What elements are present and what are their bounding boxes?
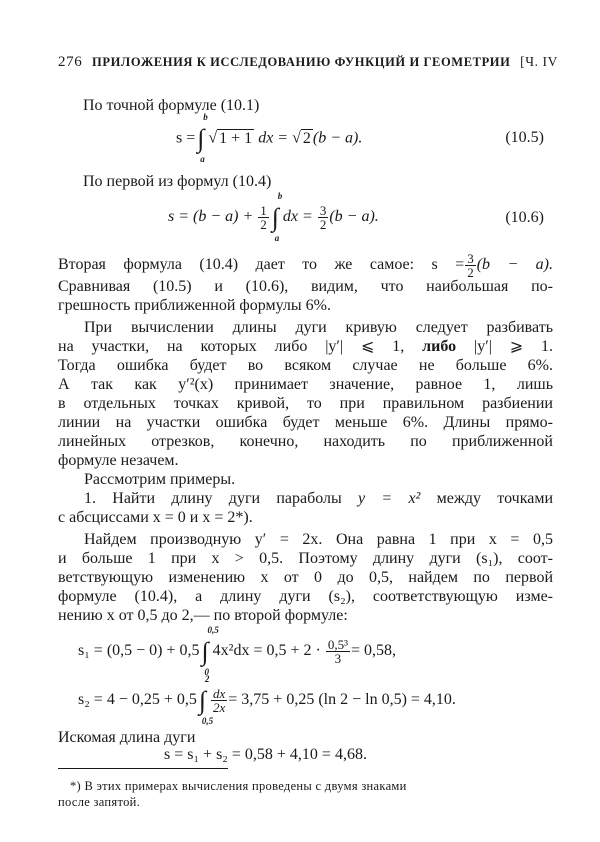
upper-limit: b [203, 112, 208, 122]
eq-mid: dx = [258, 129, 289, 147]
numerator: 1 [260, 203, 267, 218]
upper-limit: 0,5 [207, 624, 219, 635]
integral-sign: ∫ 0,5 0 [201, 624, 219, 677]
eq-rhs: (b − a). [329, 208, 379, 226]
fraction [318, 204, 329, 231]
radicand-2: 2 [302, 129, 311, 147]
denominator: 3 [334, 651, 342, 666]
numerator: 0,5³ [327, 637, 348, 652]
paragraph-line: и больше 1 при x > 0,5. Поэтому длину дуги (s₁), соот- [58, 550, 553, 567]
lower-limit: a [274, 232, 280, 243]
integral-sign: ∫ b a [197, 112, 208, 164]
paragraph-line: формуле незачем. [58, 452, 179, 469]
fraction [326, 638, 350, 665]
eq-lhs: s₂ = 4 − 0,25 + 0,5 [78, 691, 197, 709]
paragraph-line: в отдельных точках кривой, то при правильном разбиении [58, 395, 553, 412]
eq-rhs: = 0,58, [350, 642, 397, 660]
paragraph-line: По точной формуле (10.1) [83, 97, 260, 114]
footnote-line: после запятой. [58, 795, 141, 809]
radicand: 1 + 1 [219, 129, 253, 147]
text-segment: Вторая формула (10.4) дает то же самое: s = [58, 256, 465, 274]
eq-lhs: s = (b − a) + [168, 208, 254, 226]
equation-s-total: s = s₁ + s₂ = 0,58 + 4,10 = 4,68. [164, 746, 367, 763]
denominator: 2 [319, 217, 327, 232]
paragraph-line: Найдем производную y′ = 2x. Она равна 1 при x = 0,5 [84, 531, 553, 548]
text-segment: между точками [436, 490, 554, 507]
equation-number: (10.6) [505, 209, 544, 226]
lower-limit: a [200, 154, 205, 164]
paragraph-line: нению x от 0,5 до 2,— по второй формуле: [58, 607, 348, 624]
equation-10-6 [168, 190, 379, 243]
paragraph-line: с абсциссами x = 0 и x = 2*). [58, 509, 253, 526]
text-segment: y = x² [358, 490, 421, 507]
upper-limit: 2 [204, 673, 210, 684]
running-title: ПРИЛОЖЕНИЯ К ИССЛЕДОВАНИЮ ФУНКЦИЙ И ГЕОМЕТРИИ [92, 55, 511, 69]
paragraph-line: А так как y′²(x) принимает значение, равное 1, лишь [58, 376, 553, 393]
paragraph-line: линейных отрезков, конечно, находить по приближенной [58, 433, 553, 450]
eq-lhs: s₁ = (0,5 − 0) + 0,5 [78, 642, 200, 660]
paragraph-line: Тогда ошибка будет во всяком случае не больше 6%. [58, 357, 553, 374]
equation-number: (10.5) [505, 129, 544, 146]
paragraph-line [58, 337, 553, 357]
eq-lhs: s = [176, 129, 196, 147]
paragraph-line: формуле (10.4), а длину дуги (s₂), соответствующую изме- [58, 588, 553, 605]
paragraph-line [84, 489, 553, 509]
numerator: 3 [319, 203, 327, 218]
fraction [211, 687, 227, 714]
lower-limit: 0,5 [201, 715, 214, 726]
text-segment: (b − a). [476, 256, 554, 274]
paragraph-line: ветствующую изменению x от 0 до 0,5, найдем по первой [58, 569, 553, 586]
paragraph-line [58, 252, 553, 279]
denominator: 2 [260, 217, 267, 232]
integrand: 4x²dx = 0,5 + 2 · [212, 642, 321, 660]
paragraph-line: Рассмотрим примеры. [84, 471, 236, 488]
upper-limit: b [277, 190, 283, 201]
paragraph-line: Сравнивая (10.5) и (10.6), видим, что наибольшая по- [58, 278, 553, 295]
chapter-mark: [Ч. IV [520, 54, 558, 69]
eq-rhs: = 3,75 + 0,25 (ln 2 − ln 0,5) = 4,10. [228, 691, 456, 709]
integral-sign: ∫ 2 0,5 [198, 673, 214, 726]
paragraph-line: грешность приближенной формулы 6%. [58, 297, 331, 314]
text-segment: на участки, на которых либо |y′| ⩽ 1, [58, 338, 405, 355]
paragraph-line: При вычислении длины дуги кривую следует разбивать [84, 319, 553, 336]
page-number: 276 [58, 54, 83, 70]
fraction [258, 204, 269, 231]
numerator: dx [213, 686, 226, 701]
paragraph-line: Искомая длина дуги [58, 729, 196, 746]
paragraph-line: линии на участки ошибка будет меньше 6%. Длины прямо- [58, 414, 553, 431]
paragraph-line: По первой из формул (10.4) [83, 173, 272, 190]
equation-s1 [78, 624, 397, 677]
eq-mid: dx = [282, 208, 313, 226]
denominator: 2 [467, 265, 474, 280]
text-segment: либо [422, 338, 457, 355]
equation-10-5: s =∫ b a √ 1 + 1 dx = √ 2 (b − a). [176, 112, 363, 164]
lower-limit: 0 [204, 666, 210, 677]
integral-sign: ∫ b a [271, 190, 283, 243]
denominator: 2x [213, 700, 226, 715]
eq-rhs: (b − a). [312, 129, 363, 147]
footnote-line: *) В этих примерах вычисления проведены с двумя знаками [70, 779, 407, 793]
footnote-rule [58, 768, 228, 769]
fraction [465, 252, 476, 279]
equation-s2 [78, 673, 456, 726]
text-segment: |y′| ⩾ 1. [473, 338, 554, 355]
text-segment: 1. Найти длину дуги параболы [84, 490, 342, 507]
running-header [58, 54, 558, 71]
numerator: 3 [467, 251, 474, 266]
